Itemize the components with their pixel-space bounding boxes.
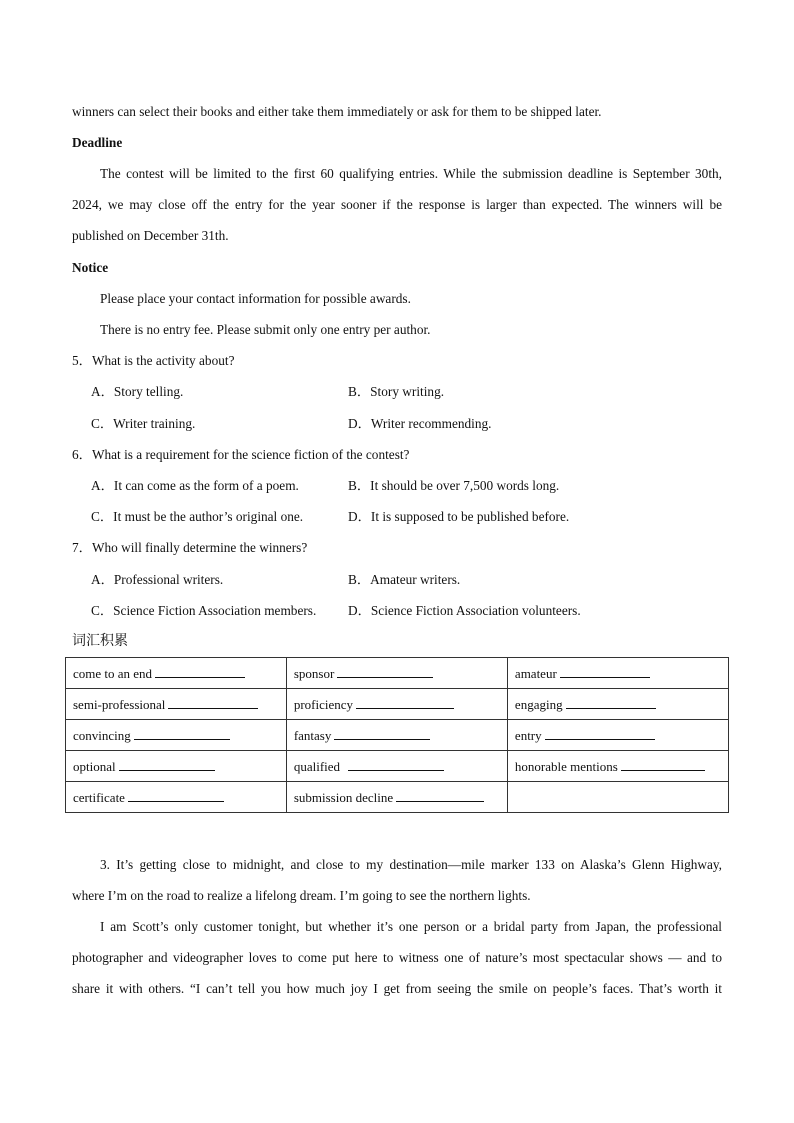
table-row	[66, 751, 729, 782]
vocab-cell	[66, 658, 287, 689]
answer-blank[interactable]	[119, 758, 215, 771]
answer-blank[interactable]	[621, 758, 705, 771]
deadline-heading: Deadline	[72, 135, 123, 150]
vocab-cell	[66, 751, 287, 782]
notice-line: Please place your contact information for possible awards.	[100, 291, 411, 306]
question-stem: 6．What is a requirement for the science fiction of the contest?	[72, 447, 410, 462]
vocab-term: proficiency	[293, 696, 354, 712]
deadline-paragraph-line: published on December 31th.	[72, 228, 229, 243]
deadline-paragraph-line: 2024, we may close off the entry for the year sooner if the response is larger than expected. The winners will be	[72, 197, 722, 212]
answer-option[interactable]: D．It is supposed to be published before.	[348, 509, 570, 524]
vocab-cell	[507, 751, 728, 782]
vocab-term: optional	[73, 758, 116, 774]
answer-blank[interactable]	[560, 665, 650, 678]
vocab-cell	[286, 689, 507, 720]
vocab-cell	[507, 720, 728, 751]
vocab-term: submission decline	[293, 789, 394, 805]
vocab-term: entry	[514, 727, 542, 743]
passage3-line: 3. It’s getting close to midnight, and close to my destination—mile marker 133 on Alaska’s Glenn Highway,	[100, 857, 722, 872]
table-row	[66, 720, 729, 751]
answer-option[interactable]: C．Writer training.	[91, 416, 196, 431]
vocab-term: engaging	[514, 696, 563, 712]
answer-option[interactable]: B．Amateur writers.	[348, 572, 461, 587]
answer-option[interactable]: A．Professional writers.	[91, 572, 224, 587]
vocab-term: come to an end	[73, 665, 153, 681]
passage-line: winners can select their books and either take them immediately or ask for them to be shipped later.	[72, 104, 602, 119]
passage3-line: share it with others. “I can’t tell you how much joy I get from seeing the smile on people’s faces. That’s worth it	[72, 981, 722, 996]
vocab-cell	[507, 782, 728, 813]
answer-option[interactable]: B．Story writing.	[348, 384, 445, 399]
vocab-term: amateur	[514, 665, 557, 681]
passage3-line: photographer and videographer loves to come put here to witness one of nature’s most spectacular shows — and to	[72, 950, 722, 965]
answer-blank[interactable]	[128, 789, 224, 802]
vocab-cell	[286, 658, 507, 689]
vocab-term: convincing	[73, 727, 131, 743]
vocab-table	[65, 657, 729, 813]
answer-blank[interactable]	[134, 727, 230, 740]
table-row	[66, 782, 729, 813]
passage3-line: I am Scott’s only customer tonight, but whether it’s one person or a bridal party from Japan, the professional	[100, 919, 722, 934]
answer-blank[interactable]	[334, 727, 430, 740]
answer-blank[interactable]	[168, 696, 258, 709]
vocab-term: fantasy	[293, 727, 332, 743]
vocab-cell	[507, 658, 728, 689]
vocab-cell	[66, 689, 287, 720]
answer-option[interactable]: D．Writer recommending.	[348, 416, 492, 431]
passage3-line: where I’m on the road to realize a lifelong dream. I’m going to see the northern lights.	[72, 888, 531, 903]
vocab-cell	[66, 720, 287, 751]
notice-heading: Notice	[72, 260, 109, 275]
vocab-cell	[286, 720, 507, 751]
answer-blank[interactable]	[545, 727, 655, 740]
answer-option[interactable]: C．Science Fiction Association members.	[91, 603, 317, 618]
deadline-paragraph-line: The contest will be limited to the first 60 qualifying entries. While the submission deadline is September 30th,	[100, 166, 722, 181]
answer-option[interactable]: D．Science Fiction Association volunteers.	[348, 603, 581, 618]
question-stem: 5．What is the activity about?	[72, 353, 235, 368]
vocab-term: qualified	[293, 758, 341, 774]
answer-blank[interactable]	[566, 696, 656, 709]
answer-option[interactable]: C．It must be the author’s original one.	[91, 509, 304, 524]
vocab-term: semi-professional	[73, 696, 166, 712]
answer-blank[interactable]	[396, 789, 484, 802]
table-row	[66, 658, 729, 689]
vocab-term: certificate	[73, 789, 125, 805]
answer-blank[interactable]	[337, 665, 433, 678]
notice-line: There is no entry fee. Please submit only one entry per author.	[100, 322, 431, 337]
answer-blank[interactable]	[155, 665, 245, 678]
vocab-cell	[507, 689, 728, 720]
vocab-cell	[286, 782, 507, 813]
answer-option[interactable]: A．It can come as the form of a poem.	[91, 478, 299, 493]
answer-option[interactable]: A．Story telling.	[91, 384, 184, 399]
vocab-heading: 词汇积累	[72, 633, 128, 649]
table-row	[66, 689, 729, 720]
answer-blank[interactable]	[348, 758, 444, 771]
vocab-cell	[66, 782, 287, 813]
vocab-term: honorable mentions	[514, 758, 618, 774]
answer-option[interactable]: B．It should be over 7,500 words long.	[348, 478, 560, 493]
question-stem: 7．Who will finally determine the winners?	[72, 540, 308, 555]
vocab-term: sponsor	[293, 665, 335, 681]
answer-blank[interactable]	[356, 696, 454, 709]
vocab-cell	[286, 751, 507, 782]
